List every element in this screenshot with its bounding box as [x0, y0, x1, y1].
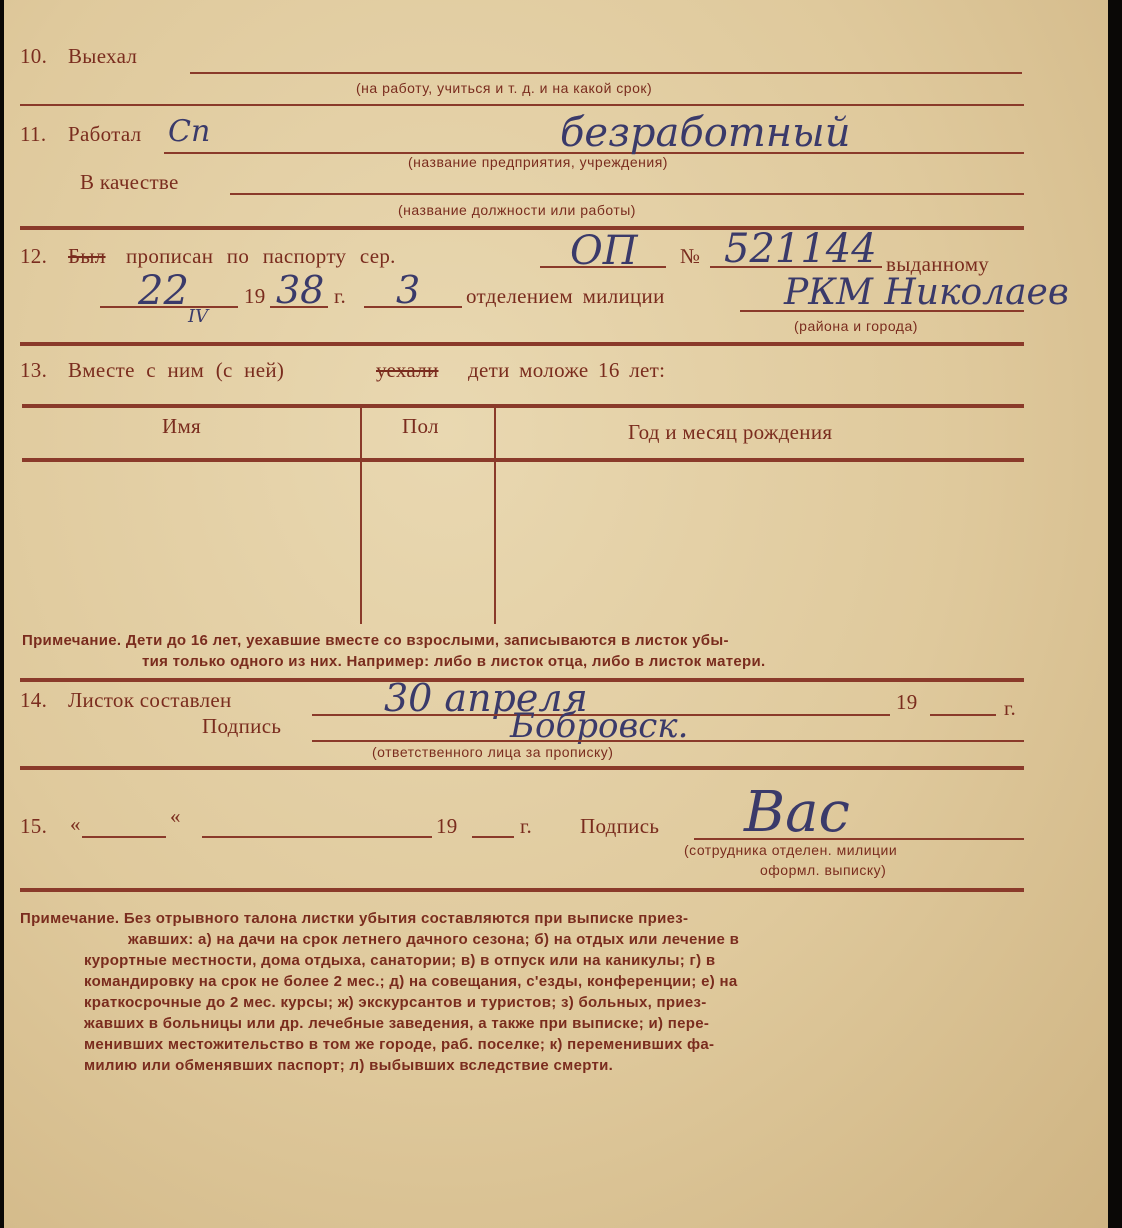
item11-handwritten-prefix: Сп	[168, 114, 211, 149]
item14-label: Листок составлен	[68, 688, 232, 712]
departure-form-page	[4, 0, 1108, 1228]
item11-label2: В качестве	[80, 170, 179, 194]
item11-line2	[230, 193, 1024, 195]
exit-note-line: жавших: а) на дачи на срок летнего дачного сезона; б) на отдых или лечение в	[128, 931, 740, 948]
item10-number: 10.	[20, 44, 48, 68]
item12-year-suffix: г.	[334, 284, 347, 308]
divider-14	[20, 766, 1024, 770]
divider-15	[20, 888, 1024, 892]
item13-label-before: Вместе с ним (с ней)	[68, 358, 285, 382]
item12-number-sign: №	[680, 244, 701, 268]
item12-dept-number: 3	[396, 268, 421, 312]
item12-day-line	[100, 306, 238, 308]
exit-note-line: Примечание. Без отрывного талона листки убытия составляются при выписке приез-	[20, 910, 689, 927]
item14-signature: Бобровск.	[510, 706, 689, 746]
children-table-divider-2	[494, 406, 496, 624]
item11-number: 11.	[20, 122, 47, 146]
item13-number: 13.	[20, 358, 48, 382]
item12-district-value: РКМ Николаев	[784, 272, 1069, 313]
item15-quote-close: «	[170, 804, 181, 828]
item11-caption: (название предприятия, учреждения)	[408, 154, 668, 170]
item12-dept-label: отделением милиции	[466, 284, 665, 308]
item14-sign-line	[312, 740, 1024, 742]
item15-month-line	[202, 836, 432, 838]
children-table-header-sex: Пол	[402, 414, 439, 438]
exit-note	[20, 908, 1034, 1076]
item12-district-line	[740, 310, 1024, 312]
item13-label-after: дети моложе 16 лет:	[468, 358, 666, 382]
children-table-header-border	[22, 458, 1024, 462]
item15-year-line	[472, 836, 514, 838]
children-table-header-name: Имя	[162, 414, 202, 438]
item15-sign-line	[694, 838, 1024, 840]
item10-line	[190, 72, 1022, 74]
item12-dept-line	[364, 306, 462, 308]
item15-day-line	[82, 836, 166, 838]
item12-series-value: ОП	[570, 228, 638, 274]
item12-year-prefix: 19	[244, 284, 266, 308]
exit-note-line: курортные местности, дома отдыха, санатории; в) в отпуск или на каникулы; г) в	[84, 952, 716, 969]
item12-series-line	[540, 266, 666, 268]
item14-caption: (ответственного лица за прописку)	[372, 744, 614, 760]
exit-note-line: менивших местожительство в том же городе, раб. поселке; к) переменивших фа-	[84, 1036, 715, 1053]
item12-passport-number: 521144	[724, 226, 877, 272]
exit-note-line: командировку на срок не более 2 мес.; д) на совещания, с'езды, конференции; е) на	[84, 973, 738, 990]
item15-signature: Вас	[744, 780, 850, 845]
item12-caption: (района и города)	[794, 318, 918, 334]
children-note-line-2: тия только одного из них. Например: либо в листок отца, либо в листок матери.	[142, 653, 766, 670]
exit-note-line: милию или обменявших паспорт; л) выбывших вследствие смерти.	[84, 1057, 614, 1074]
item14-date-value: 30 апреля	[384, 676, 588, 720]
divider-10	[20, 104, 1024, 106]
item11-label: Работал	[68, 122, 142, 146]
item12-label: прописан по паспорту сер.	[126, 244, 396, 268]
exit-note-line: жавших в больницы или др. лечебные заведения, а также при выписке; и) пере-	[84, 1015, 710, 1032]
item14-number: 14.	[20, 688, 48, 712]
item12-issued-label: выданному	[886, 252, 990, 276]
item13-struck-word: уехали	[376, 358, 439, 382]
children-table-header-birth: Год и месяц рождения	[628, 420, 833, 444]
children-table-top-border	[22, 404, 1024, 408]
item14-year-line	[930, 714, 996, 716]
item12-year-line	[270, 306, 328, 308]
item12-number: 12.	[20, 244, 48, 268]
exit-note-line: краткосрочные до 2 мес. курсы; ж) экскурсантов и туристов; з) больных, приез-	[84, 994, 707, 1011]
divider-12	[20, 342, 1024, 346]
item15-sign-label: Подпись	[580, 814, 660, 838]
item14-year-suffix: г.	[1004, 696, 1017, 720]
item10-caption: (на работу, учиться и т. д. и на какой срок)	[356, 80, 653, 96]
item12-year-value: 38	[276, 268, 325, 312]
item14-year-prefix: 19	[896, 690, 918, 714]
item12-passport-line	[710, 266, 882, 268]
item11-handwritten-value: безработный	[560, 110, 851, 156]
children-note-line-1: Примечание. Дети до 16 лет, уехавшие вместе со взрослыми, записываются в листок убы-	[22, 632, 729, 649]
item14-sign-label: Подпись	[202, 714, 282, 738]
item11-caption2: (название должности или работы)	[398, 202, 636, 218]
item10-label: Выехал	[68, 44, 138, 68]
item15-caption-1: (сотрудника отделен. милиции	[684, 842, 898, 858]
item12-month: IV	[188, 306, 209, 327]
item12-day: 22	[138, 268, 189, 314]
item15-caption-2: оформл. выписку)	[760, 862, 887, 878]
item12-struck-word: Был	[68, 244, 106, 268]
children-note	[22, 630, 1032, 672]
children-table-divider-1	[360, 406, 362, 624]
item15-number: 15.	[20, 814, 48, 838]
item15-year-suffix: г.	[520, 814, 533, 838]
item15-quote-open: «	[70, 812, 81, 836]
item15-year-prefix: 19	[436, 814, 458, 838]
